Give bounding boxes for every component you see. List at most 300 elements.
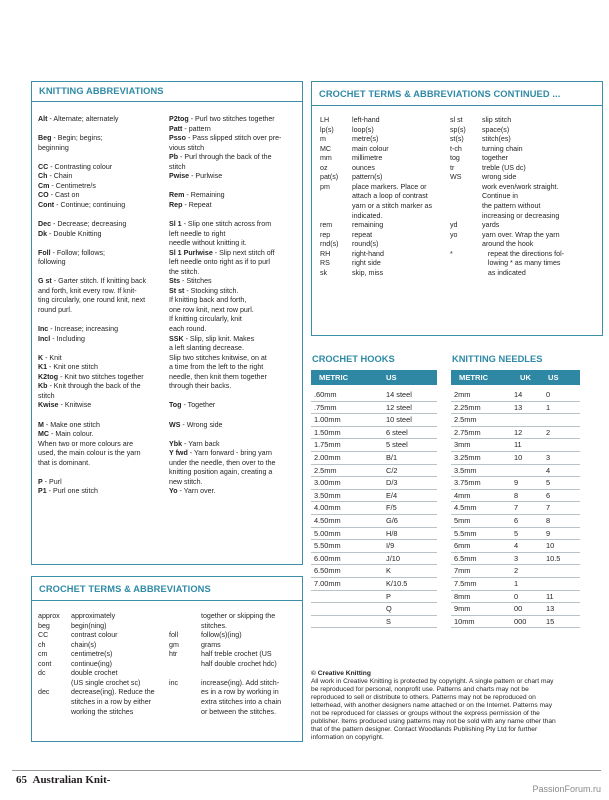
term-meaning: es in a row by working in xyxy=(201,688,279,697)
term-abbr: ch xyxy=(38,640,46,649)
abbreviation-line: new stitch. xyxy=(169,477,203,486)
term-row xyxy=(312,154,602,164)
term-meaning: loop(s) xyxy=(352,125,374,134)
copyright-line: be reproduced for personal, nonprofit use. Patterns and charts may not be xyxy=(311,686,529,694)
term-row xyxy=(312,221,602,231)
abbreviation-line: each round. xyxy=(169,325,207,334)
table-cell: 10.5 xyxy=(546,553,561,563)
crochet-continued-title: CROCHET TERMS & ABBREVIATIONS CONTINUED ... xyxy=(319,89,561,99)
term-meaning: or between the stitches. xyxy=(201,707,276,716)
term-abbr: htr xyxy=(169,650,178,659)
term-abbr: pat(s) xyxy=(320,173,339,182)
table-row xyxy=(451,427,580,440)
abbreviation-line: Tog - Together xyxy=(169,401,216,410)
copyright-line: not be reproduced for classes or groups without the express permission of the xyxy=(311,710,540,718)
abbreviation-line: needle without knitting it. xyxy=(169,239,247,248)
table-row xyxy=(451,553,580,566)
table-cell: G/6 xyxy=(386,516,398,525)
table-row xyxy=(451,465,580,478)
term-row xyxy=(312,164,602,174)
copyright-notice xyxy=(311,670,603,742)
term-meaning: approximately xyxy=(71,612,116,620)
table-row xyxy=(451,439,580,452)
table-row xyxy=(311,414,437,427)
table-cell: 5.5mm xyxy=(454,528,477,538)
table-row xyxy=(451,591,580,604)
term-meaning: indicated. xyxy=(352,211,383,220)
term-row xyxy=(32,650,302,660)
table-cell: 14 steel xyxy=(386,390,412,399)
table-row xyxy=(451,616,580,629)
table-row xyxy=(311,452,437,465)
table-cell: 5 xyxy=(514,528,519,538)
term-meaning: chain(s) xyxy=(71,640,97,649)
term-row xyxy=(312,212,602,222)
term-abbr: sp(s) xyxy=(450,125,466,134)
magazine-name: Australian Knit- xyxy=(32,774,111,786)
abbreviation-line: stitch xyxy=(169,162,186,171)
abbreviation-line: Beg - Begin; begins; xyxy=(38,134,103,143)
abbreviation-line: St st - Stocking stitch. xyxy=(169,286,239,295)
table-cell: 11 xyxy=(514,440,522,450)
table-cell: 6.5mm xyxy=(454,553,477,563)
table-row xyxy=(451,565,580,578)
abbreviation-line: Pb - Purl through the back of the xyxy=(169,153,272,162)
term-row xyxy=(312,259,602,269)
term-meaning: lowing * as many times xyxy=(482,259,561,268)
term-meaning: continue(ing) xyxy=(71,659,113,668)
table-cell: 0 xyxy=(546,390,551,399)
abbreviation-line: Y fwd - Yarn forward - bring yarn xyxy=(169,449,272,458)
table-row xyxy=(311,439,437,452)
term-meaning: begin(ning) xyxy=(71,621,107,630)
table-row xyxy=(311,553,437,566)
term-abbr: dc xyxy=(38,669,46,678)
term-abbr: dec xyxy=(38,688,50,697)
table-cell: 1.00mm xyxy=(314,415,341,425)
abbreviation-line: Yo - Yarn over. xyxy=(169,487,216,496)
term-row xyxy=(312,145,602,155)
term-meaning: main colour xyxy=(352,144,389,153)
table-cell: 1.50mm xyxy=(314,427,341,437)
term-row xyxy=(32,631,302,641)
table-cell: 6mm xyxy=(454,541,471,551)
term-meaning: slip stitch xyxy=(482,116,512,124)
term-meaning: contrast colour xyxy=(71,631,118,640)
term-meaning: increase(ing). Add stitch- xyxy=(201,678,280,687)
table-row xyxy=(311,578,437,591)
abbreviation-line: CO - Cast on xyxy=(38,191,80,200)
table-cell: .60mm xyxy=(314,390,337,399)
table-row xyxy=(451,402,580,415)
table-cell: 12 xyxy=(514,427,523,437)
abbreviation-line: needle, then knit them together xyxy=(169,372,267,381)
table-cell: P xyxy=(386,591,391,601)
abbreviation-line: used, the main colour is the yarn xyxy=(38,449,141,458)
term-row xyxy=(312,192,602,202)
term-meaning: place markers. Place or xyxy=(352,182,427,191)
table-row xyxy=(451,490,580,503)
table-cell: S xyxy=(386,616,391,626)
table-cell: B/1 xyxy=(386,453,398,462)
table-cell: 5 xyxy=(546,478,551,488)
term-row xyxy=(32,679,302,689)
table-cell: 2 xyxy=(546,427,551,437)
term-abbr: oz xyxy=(320,163,328,172)
term-meaning: metre(s) xyxy=(352,135,379,144)
term-abbr: MC xyxy=(320,144,332,153)
table-row xyxy=(451,528,580,541)
knitting-needles-header xyxy=(451,370,580,385)
term-abbr: sk xyxy=(320,268,328,277)
term-abbr: sl st xyxy=(450,116,463,124)
abbreviation-line: Patt - pattern xyxy=(169,124,211,133)
page-number: 65 xyxy=(16,774,27,786)
table-cell: 6 steel xyxy=(386,427,408,437)
term-abbr: mm xyxy=(320,154,332,163)
abbreviation-line: SSK - Slip, slip knit. Makes xyxy=(169,334,255,343)
table-cell: J/10 xyxy=(386,553,400,563)
term-meaning: treble (US dc) xyxy=(482,163,526,172)
table-cell: 5.50mm xyxy=(314,541,341,551)
table-row xyxy=(311,591,437,604)
table-cell: 8 xyxy=(546,516,551,525)
term-meaning: together xyxy=(482,154,509,163)
table-cell: 1 xyxy=(546,402,551,412)
abbreviation-line: Slip two stitches knitwise, on at xyxy=(169,353,267,362)
term-row xyxy=(312,250,602,260)
table-cell: 2.5mm xyxy=(314,465,337,475)
table-cell: 3.5mm xyxy=(454,465,477,475)
table-cell: 14 xyxy=(514,390,523,399)
abbreviation-line: P - Purl xyxy=(38,477,62,486)
abbreviation-line: Psso - Pass slipped stitch over pre- xyxy=(169,134,282,143)
term-meaning: repeat the directions fol- xyxy=(482,249,565,258)
table-cell: 5.00mm xyxy=(314,528,341,538)
term-meaning: left-hand xyxy=(352,116,380,124)
term-row xyxy=(312,240,602,250)
table-row xyxy=(451,603,580,616)
term-row xyxy=(32,612,302,622)
table-row xyxy=(311,616,437,629)
copyright-line: that of the pattern designer. Contact Woodlands Publishing Pty Ltd for further xyxy=(311,726,538,734)
term-row xyxy=(312,135,602,145)
table-cell: 9mm xyxy=(454,604,471,614)
copyright-line: reproduced to sell or distribute to others. Patterns may not be reproduced on xyxy=(311,694,536,702)
term-abbr: RS xyxy=(320,259,330,268)
table-row xyxy=(311,477,437,490)
term-abbr: WS xyxy=(450,173,462,182)
abbreviation-line: WS - Wrong side xyxy=(169,420,223,429)
term-meaning: centimetre(s) xyxy=(71,650,113,659)
abbreviation-line: When two or more colours are xyxy=(38,439,134,448)
term-abbr: inc xyxy=(169,678,179,687)
table-cell: 000 xyxy=(514,616,527,626)
term-abbr: foll xyxy=(169,631,179,640)
term-meaning: double crochet xyxy=(71,669,118,678)
table-cell: 7.5mm xyxy=(454,579,477,588)
table-cell: 2.75mm xyxy=(454,427,481,437)
term-row xyxy=(312,269,602,279)
table-cell: 7.00mm xyxy=(314,579,341,588)
term-abbr: approx xyxy=(38,612,60,620)
abbreviation-line: Ybk - Yarn back xyxy=(169,439,220,448)
table-cell: 1 xyxy=(514,579,519,588)
table-cell: 6 xyxy=(546,490,551,500)
table-row xyxy=(451,389,580,402)
abbreviation-line: through their backs. xyxy=(169,382,232,391)
abbreviation-line: Cont - Continue; continuing xyxy=(38,200,126,209)
term-row xyxy=(32,660,302,670)
crochet-hooks-header-metric: METRIC xyxy=(319,373,349,382)
term-abbr: CC xyxy=(38,631,49,640)
knitting-needles-header-uk: UK xyxy=(520,373,531,382)
copyright-line: All work in Creative Knitting is protected by copyright. A single pattern or chart may xyxy=(311,678,554,686)
term-row xyxy=(312,116,602,126)
term-abbr: tog xyxy=(450,154,460,163)
term-row xyxy=(32,688,302,698)
term-abbr: t-ch xyxy=(450,144,462,153)
table-cell: 8 xyxy=(514,490,519,500)
term-meaning: yarn or a stitch marker as xyxy=(352,201,433,210)
table-cell: 13 xyxy=(514,402,523,412)
knitting-abbreviations-title: KNITTING ABBREVIATIONS xyxy=(39,86,164,96)
table-cell: 9 xyxy=(546,528,551,538)
abbreviation-line: Cm - Centimetre/s xyxy=(38,181,96,190)
table-cell: 3.50mm xyxy=(314,490,341,500)
term-meaning: working the stitches xyxy=(71,707,134,716)
abbreviation-line: If knitting circularly, knit xyxy=(169,315,242,324)
abbreviation-line: Sts - Stitches xyxy=(169,277,212,286)
abbreviation-line: Ch - Chain xyxy=(38,172,73,181)
term-row xyxy=(312,231,602,241)
copyright-line: information on copyright. xyxy=(311,734,384,742)
term-abbr: cm xyxy=(38,650,48,659)
crochet-terms-title: CROCHET TERMS & ABBREVIATIONS xyxy=(39,584,211,594)
abbreviation-line: G st - Garter stitch. If knitting back xyxy=(38,277,147,286)
copyright-title: © Creative Knitting xyxy=(311,670,371,677)
table-cell: 7 xyxy=(546,503,551,513)
table-row xyxy=(451,452,580,465)
table-cell: K xyxy=(386,566,391,576)
abbreviation-line: Alt - Alternate; alternately xyxy=(38,115,119,123)
abbreviation-line: Pwise - Purlwise xyxy=(169,172,223,181)
crochet-hooks-header-us: US xyxy=(386,373,397,382)
abbreviation-line: Sl 1 Purlwise - Slip next stitch off xyxy=(169,248,275,257)
crochet-continued-box xyxy=(311,81,603,336)
table-cell: K/10.5 xyxy=(386,579,408,588)
table-cell: 10 xyxy=(546,541,555,551)
table-row xyxy=(451,515,580,528)
term-abbr: m xyxy=(320,135,326,144)
table-cell: 4mm xyxy=(454,490,471,500)
table-cell: 4 xyxy=(546,465,551,475)
term-meaning: increasing or decreasing xyxy=(482,211,560,220)
table-row xyxy=(311,603,437,616)
knitting-needles-header-metric: METRIC xyxy=(459,373,489,382)
abbreviation-line: Rep - Repeat xyxy=(169,200,212,209)
knitting-needles-title: KNITTING NEEDLES xyxy=(452,354,543,364)
table-cell: 6 xyxy=(514,516,519,525)
abbreviation-line: M - Make one stitch xyxy=(38,420,100,429)
abbreviation-line: K - Knit xyxy=(38,353,62,362)
term-meaning: stitches in a row by either xyxy=(71,697,152,706)
abbreviation-line: Incl - Including xyxy=(38,334,85,343)
abbreviation-line: Kb - Knit through the back of the xyxy=(38,382,141,391)
copyright-line: letterhead, with another designers name attached or on the Internet. Patterns may xyxy=(311,702,553,710)
term-meaning: extra stitches into a chain xyxy=(201,697,282,706)
table-row xyxy=(451,502,580,515)
term-abbr: RH xyxy=(320,249,331,258)
term-meaning: yards xyxy=(482,221,500,230)
term-meaning: millimetre xyxy=(352,154,383,163)
table-cell: 4.50mm xyxy=(314,516,341,525)
table-row xyxy=(311,565,437,578)
term-abbr: st(s) xyxy=(450,135,464,144)
table-cell: C/2 xyxy=(386,465,398,475)
term-meaning: stitches. xyxy=(201,621,228,630)
table-cell: 3mm xyxy=(454,440,471,450)
term-abbr: pm xyxy=(320,182,330,191)
abbreviation-line: a time from the left to the right xyxy=(169,363,264,372)
abbreviation-line: one row knit, next row purl. xyxy=(169,305,254,314)
term-abbr: beg xyxy=(38,621,50,630)
term-meaning: space(s) xyxy=(482,125,510,134)
crochet-hooks-header xyxy=(311,370,437,385)
abbreviation-line: left needle to right xyxy=(169,229,226,238)
table-row xyxy=(311,389,437,402)
knitting-abbreviations-column-1 xyxy=(38,115,146,497)
term-meaning: as indicated xyxy=(482,268,526,277)
table-cell: Q xyxy=(386,604,392,614)
term-row xyxy=(32,622,302,632)
table-cell: 11 xyxy=(546,591,554,601)
abbreviation-line: following xyxy=(38,258,66,267)
abbreviation-line: Rem - Remaining xyxy=(169,191,225,200)
crochet-terms-box xyxy=(31,576,303,742)
abbreviation-line: ting circularly, one round knit, next xyxy=(38,296,146,305)
term-meaning: (US single crochet sc) xyxy=(71,678,141,687)
abbreviation-line: Sl 1 - Slip one stitch across from xyxy=(169,220,272,229)
table-cell: 10 xyxy=(514,453,523,462)
abbreviation-line: vious stitch xyxy=(169,143,205,152)
table-cell: 4 xyxy=(514,541,519,551)
table-cell: 7 xyxy=(514,503,519,513)
table-row xyxy=(311,515,437,528)
term-row xyxy=(32,669,302,679)
term-abbr: rnd(s) xyxy=(320,240,339,249)
term-row xyxy=(312,202,602,212)
table-cell: 8mm xyxy=(454,591,471,601)
table-cell: 10 steel xyxy=(386,415,412,425)
abbreviation-line: Dk - Double Knitting xyxy=(38,229,102,238)
term-abbr: LH xyxy=(320,116,330,124)
abbreviation-line: Inc - Increase; increasing xyxy=(38,325,119,334)
table-row xyxy=(311,528,437,541)
table-cell: 15 xyxy=(546,616,555,626)
abbreviation-line: left needle onto right as if to purl xyxy=(169,258,270,267)
term-meaning: ounces xyxy=(352,163,375,172)
term-meaning: right side xyxy=(352,259,381,268)
knitting-abbreviations-box xyxy=(31,81,303,565)
table-cell: 4.00mm xyxy=(314,503,341,513)
abbreviation-line: K1 - Knit one stitch xyxy=(38,363,98,372)
term-abbr: yd xyxy=(450,221,458,230)
term-meaning: work even/work straight. xyxy=(482,182,559,191)
term-meaning: wrong side xyxy=(482,173,517,182)
table-cell: F/5 xyxy=(386,503,397,513)
crochet-hooks-title: CROCHET HOOKS xyxy=(312,354,395,364)
term-row xyxy=(312,183,602,193)
abbreviation-line: Foll - Follow; follows; xyxy=(38,248,106,257)
term-meaning: turning chain xyxy=(482,144,523,153)
term-meaning: remaining xyxy=(352,221,384,230)
table-cell: 0 xyxy=(514,591,519,601)
table-cell: 3 xyxy=(514,553,519,563)
table-cell: .75mm xyxy=(314,402,337,412)
abbreviation-line: under the needle, then over to the xyxy=(169,458,276,467)
table-cell: 2 xyxy=(514,566,519,576)
term-meaning: stitch(es) xyxy=(482,135,511,144)
table-cell: 13 xyxy=(546,604,555,614)
term-meaning: yarn over. Wrap the yarn xyxy=(482,230,560,239)
table-cell: D/3 xyxy=(386,478,398,488)
abbreviation-line: Dec - Decrease; decreasing xyxy=(38,220,127,229)
term-meaning: around the hook xyxy=(482,240,534,249)
table-cell: 3.25mm xyxy=(454,453,481,462)
table-cell: 2.5mm xyxy=(454,415,477,425)
abbreviation-line: P1 - Purl one stitch xyxy=(38,487,98,496)
page-footer xyxy=(16,774,110,786)
term-meaning: the pattern without xyxy=(482,201,541,210)
table-row xyxy=(311,490,437,503)
table-row xyxy=(451,414,580,427)
table-row xyxy=(311,502,437,515)
table-cell: 4.5mm xyxy=(454,503,477,513)
term-meaning: round(s) xyxy=(352,240,379,249)
abbreviation-line: the stitch. xyxy=(169,267,200,276)
term-meaning: skip, miss xyxy=(352,268,384,277)
table-cell: 7mm xyxy=(454,566,471,576)
table-cell: 6.00mm xyxy=(314,553,341,563)
table-row xyxy=(311,540,437,553)
knitting-abbreviations-column-2 xyxy=(169,115,281,497)
term-row xyxy=(32,641,302,651)
table-cell: 2mm xyxy=(454,390,471,399)
term-meaning: pattern(s) xyxy=(352,173,383,182)
table-cell: 3.75mm xyxy=(454,478,481,488)
term-abbr: yo xyxy=(450,230,458,239)
abbreviation-line: K2tog - Knit two stitches together xyxy=(38,372,144,381)
table-row xyxy=(451,540,580,553)
table-cell: 10mm xyxy=(454,616,475,626)
term-meaning: follow(s)(ing) xyxy=(201,631,242,640)
abbreviation-line: Kwise - Knitwise xyxy=(38,401,92,410)
table-cell: 00 xyxy=(514,604,523,614)
term-abbr: gm xyxy=(169,640,179,649)
table-cell: 9 xyxy=(514,478,519,488)
table-cell: I/9 xyxy=(386,541,395,551)
table-row xyxy=(311,402,437,415)
term-abbr: rep xyxy=(320,230,331,239)
table-cell: 12 steel xyxy=(386,402,412,412)
term-abbr: rem xyxy=(320,221,333,230)
term-abbr: * xyxy=(450,249,453,258)
term-abbr: tr xyxy=(450,163,455,172)
table-cell: 5mm xyxy=(454,516,471,525)
table-cell: 5 steel xyxy=(386,440,408,450)
abbreviation-line: round purl. xyxy=(38,305,72,314)
